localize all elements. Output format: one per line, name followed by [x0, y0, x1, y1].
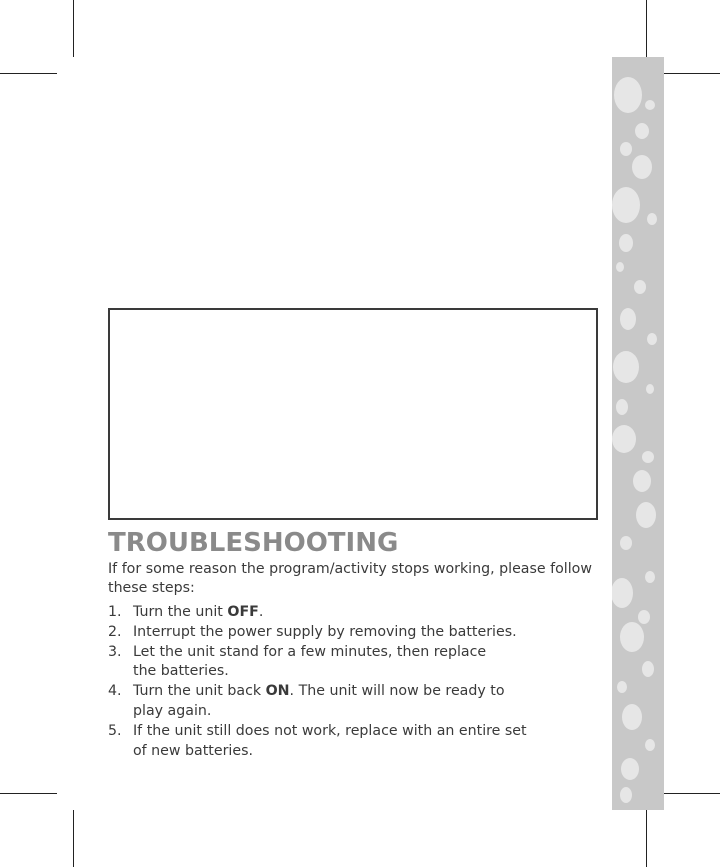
step-emphasis: OFF [227, 604, 259, 620]
step-text-tail: . The unit will now be ready to [289, 683, 505, 700]
crop-mark-bottom-left-horizontal [0, 793, 57, 794]
decorative-sidebar [612, 57, 664, 810]
steps-list [108, 603, 608, 761]
step-text: If the unit still does not work, replace with an entire set [133, 722, 527, 739]
crop-mark-top-left-horizontal [0, 73, 57, 74]
bubble-pattern [612, 57, 664, 810]
list-item [108, 623, 608, 643]
step-number: 2. [108, 623, 122, 640]
list-item [108, 682, 608, 722]
list-item [108, 643, 608, 683]
step-text-tail: . [258, 604, 264, 620]
step-text: Turn the unit [133, 604, 228, 620]
step-emphasis: ON [265, 683, 290, 700]
section-title: TROUBLESHOOTING [108, 528, 399, 558]
list-item [108, 603, 608, 623]
step-number: 1. [108, 604, 122, 620]
list-item [108, 722, 608, 762]
crop-mark-top-right-horizontal [664, 73, 720, 74]
crop-mark-bottom-left-vertical [73, 810, 74, 867]
step-text: Turn the unit back [133, 683, 266, 700]
empty-content-box [108, 308, 598, 520]
step-text: Let the unit stand for a few minutes, then replace [133, 643, 487, 660]
step-text-line2: play again. [133, 702, 212, 719]
crop-mark-top-left-vertical [73, 0, 74, 57]
step-text-line2: the batteries. [133, 663, 229, 680]
crop-mark-top-right-vertical [646, 0, 647, 57]
step-number: 3. [108, 643, 122, 660]
intro-text: If for some reason the program/activity stops working, please follow these steps: [108, 561, 592, 596]
crop-mark-bottom-right-horizontal [664, 793, 720, 794]
step-number: 4. [108, 683, 122, 700]
step-number: 5. [108, 722, 122, 739]
step-text-line2: of new batteries. [133, 742, 253, 759]
crop-mark-bottom-right-vertical [646, 810, 647, 867]
step-text: Interrupt the power supply by removing the batteries. [133, 623, 517, 640]
